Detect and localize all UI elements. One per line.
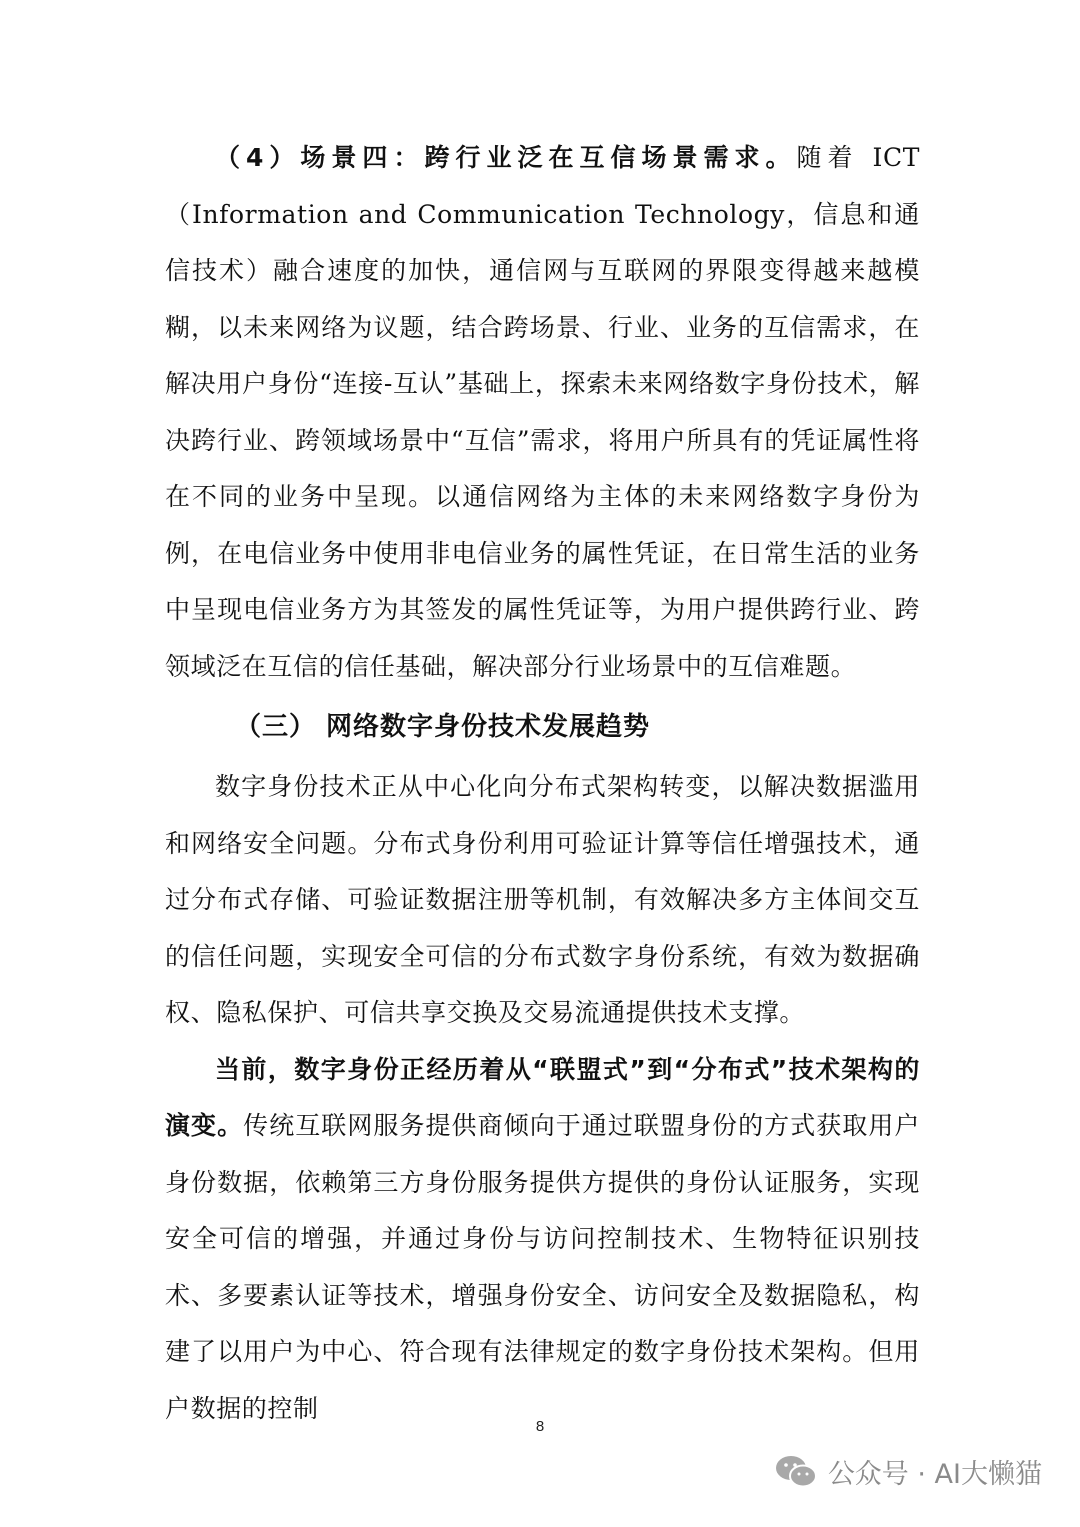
section-heading: （三） 网络数字身份技术发展趋势 [235, 712, 651, 742]
watermark [774, 1452, 1042, 1491]
scenario-four-body: 随着 ICT（Information and Communication Technology，信息和通信技术）融合速度的加快，通信网与互联网的界限变得越来越模糊，以未来网络为议题，结合跨场景、行业、业务的互信需求，在解决用户身份“连接-互认”基础上，探索未来网络数字身份技术，解决跨行业、跨领域场景中“互信”需求，将用户所具有的凭证属性将在不同的业务中呈现。以通信网络为主体的未来网络数字身份为例，在电信业务中使用非电信业务的属性凭证，在日常生活的业务中呈现电信业务方为其签发的属性凭证等，为用户提供跨行业、跨领域泛在互信的信任基础，解决部分行业场景中的互信难题。 [165, 143, 920, 681]
architecture-evolution-lead: 当前，数字身份正经历着从“联盟式”到“分布式”技术架构的演变。 [165, 1054, 920, 1140]
paragraph-trend-intro: 数字身份技术正从中心化向分布式架构转变，以解决数据滥用和网络安全问题。分布式身份利用可验证计算等信任增强技术，通过分布式存储、可验证数据注册等机制，有效解决多方主体间交互的信任问题，实现安全可信的分布式数字身份系统，有效为数据确权、隐私保护、可信共享交换及交易流通提供技术支撑。 [165, 772, 920, 1027]
page-number: 8 [535, 1418, 545, 1435]
paragraph-architecture-evolution [165, 1042, 920, 1438]
wechat-icon [774, 1454, 818, 1490]
watermark-text: 公众号 · AI大懒猫 [827, 1459, 1042, 1490]
scenario-four-heading: （4）场景四：跨行业泛在互信场景需求。 [215, 143, 797, 172]
paragraph-scenario-four [165, 130, 920, 695]
document-body [165, 130, 920, 1437]
architecture-evolution-body: 传统互联网服务提供商倾向于通过联盟身份的方式获取用户身份数据，依赖第三方身份服务提供方提供的身份认证服务，实现安全可信的增强，并通过身份与访问控制技术、生物特征识别技术、多要素认证等技术，增强身份安全、访问安全及数据隐私，构建了以用户为中心、符合现有法律规定的数字身份技术架构。但用户数据的控制 [165, 1111, 920, 1423]
